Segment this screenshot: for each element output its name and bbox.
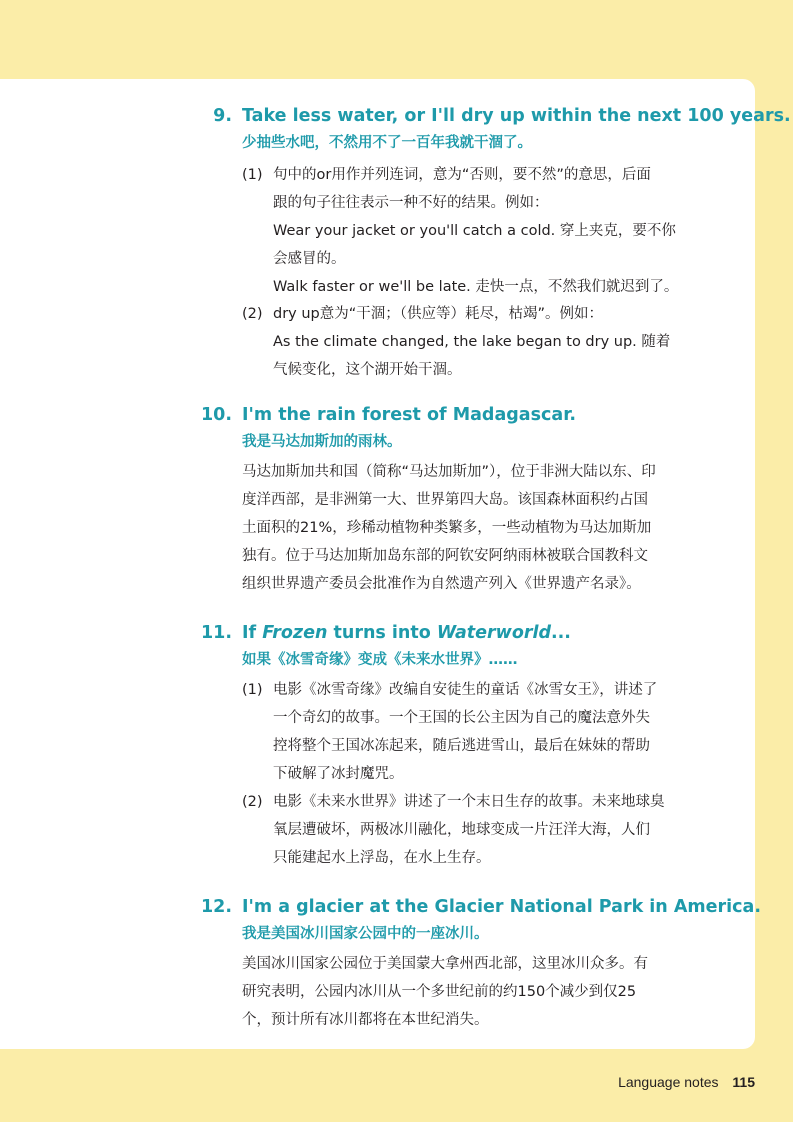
item-body bbox=[273, 788, 733, 872]
note-title: Take less water, or I'll dry up within the next 100 years. bbox=[242, 106, 791, 126]
note-number: 12. bbox=[200, 897, 232, 917]
item-line: Wear your jacket or you'll catch a cold. 穿上夹克，要不你 bbox=[273, 223, 676, 239]
item-line: Walk faster or we'll be late. 走快一点，不然我们就迟到了。 bbox=[273, 279, 679, 295]
paragraph-line: 土面积的21%，珍稀动植物种类繁多，一些动植物为马达加斯加 bbox=[242, 520, 652, 536]
item-body bbox=[273, 676, 733, 788]
note-subtitle: 我是美国冰川国家公园中的一座冰川。 bbox=[242, 926, 489, 942]
item-marker: (2) bbox=[242, 306, 263, 322]
paragraph-line: 美国冰川国家公园位于美国蒙大拿州西北部，这里冰川众多。有 bbox=[242, 956, 648, 972]
note-number: 10. bbox=[200, 405, 232, 425]
note-subtitle: 少抽些水吧，不然用不了一百年我就干涸了。 bbox=[242, 135, 532, 151]
film-title: Frozen bbox=[262, 623, 328, 643]
paragraph-line: 组织世界遗产委员会批准作为自然遗产列入《世界遗产名录》。 bbox=[242, 576, 641, 592]
item-line: 只能建起水上浮岛，在水上生存。 bbox=[273, 850, 491, 866]
item-line: 句中的or用作并列连词，意为“否则，要不然”的意思，后面 bbox=[273, 167, 651, 183]
film-title: Waterworld bbox=[436, 623, 552, 643]
title-text: ... bbox=[551, 623, 571, 643]
note-subtitle: 我是马达加斯加的雨林。 bbox=[242, 434, 402, 450]
item-body bbox=[273, 300, 733, 384]
page-number: 115 bbox=[732, 1074, 755, 1090]
page-footer bbox=[618, 1074, 755, 1090]
note-number: 9. bbox=[213, 106, 232, 126]
note-subtitle: 如果《冰雪奇缘》变成《未来水世界》…… bbox=[242, 652, 518, 668]
item-line: 电影《冰雪奇缘》改编自安徒生的童话《冰雪女王》，讲述了 bbox=[273, 682, 658, 698]
item-line: 会感冒的。 bbox=[273, 251, 346, 267]
item-marker: (1) bbox=[242, 682, 263, 698]
title-text: turns into bbox=[327, 623, 437, 643]
item-line: 一个奇幻的故事。一个王国的长公主因为自己的魔法意外失 bbox=[273, 710, 650, 726]
paragraph-line: 独有。位于马达加斯加岛东部的阿钦安阿纳雨林被联合国教科文 bbox=[242, 548, 648, 564]
paragraph-line: 度洋西部，是非洲第一大、世界第四大岛。该国森林面积约占国 bbox=[242, 492, 648, 508]
item-body bbox=[273, 161, 733, 301]
note-title: I'm a glacier at the Glacier National Park in America. bbox=[242, 897, 761, 917]
note-paragraph bbox=[242, 458, 722, 598]
item-line: 跟的句子往往表示一种不好的结果。例如： bbox=[273, 195, 549, 211]
item-line: 气候变化，这个湖开始干涸。 bbox=[273, 362, 462, 378]
paragraph-line: 马达加斯加共和国（简称“马达加斯加”），位于非洲大陆以东、印 bbox=[242, 464, 656, 480]
item-marker: (2) bbox=[242, 794, 263, 810]
paragraph-line: 研究表明，公园内冰川从一个多世纪前的约150个减少到仅25 bbox=[242, 984, 637, 1000]
title-text: If bbox=[242, 623, 263, 643]
paragraph-line: 个，预计所有冰川都将在本世纪消失。 bbox=[242, 1012, 489, 1028]
item-line: As the climate changed, the lake began to dry up. 随着 bbox=[273, 334, 671, 350]
note-title: I'm the rain forest of Madagascar. bbox=[242, 405, 576, 425]
note-number: 11. bbox=[200, 623, 232, 643]
item-line: dry up意为“干涸；（供应等）耗尽，枯竭”。例如： bbox=[273, 306, 604, 322]
section-label: Language notes bbox=[618, 1074, 719, 1090]
item-line: 氧层遭破坏，两极冰川融化，地球变成一片汪洋大海，人们 bbox=[273, 822, 650, 838]
item-line: 电影《未来水世界》讲述了一个末日生存的故事。未来地球臭 bbox=[273, 794, 665, 810]
content-panel bbox=[0, 79, 791, 1049]
note-paragraph bbox=[242, 950, 722, 1034]
note-title bbox=[242, 620, 571, 646]
item-marker: (1) bbox=[242, 167, 263, 183]
item-line: 下破解了冰封魔咒。 bbox=[273, 766, 404, 782]
item-line: 控将整个王国冰冻起来，随后逃进雪山，最后在妹妹的帮助 bbox=[273, 738, 650, 754]
